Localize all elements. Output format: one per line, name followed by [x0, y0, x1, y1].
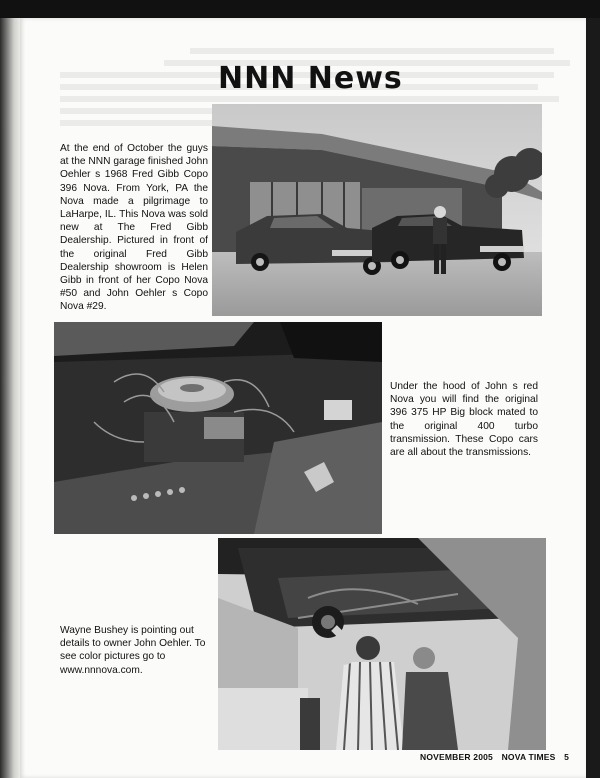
page-footer	[420, 752, 570, 766]
page-title: NNN News	[218, 61, 403, 96]
issue-date: NOVEMBER 2005	[420, 752, 493, 762]
publication-name: NOVA TIMES	[501, 752, 556, 762]
engine-bay-photo	[54, 322, 382, 534]
page-binding-shadow	[0, 18, 20, 778]
scan-border-top	[0, 0, 600, 18]
car-lift-photo	[218, 538, 546, 750]
dealership-photo-caption: At the end of October the guys at the NNN garage finished John Oehler s 1968 Fred Gibb Copo 396 Nova. From York, PA the Nova made a pilgrimage to LaHarpe, IL. This Nova was sold new at The Fred Gibb Dealership. Pictured in front of the original Fred Gibb Dealership showroom is Helen Gibb in front of her Copo Nova #50 and John Oehler s Copo Nova #29.	[60, 143, 208, 313]
engine-photo-caption: Under the hood of John s red Nova you will find the original 396 375 HP Big block mated to the original 400 turbo transmission. These Copo cars are all about the transmissions.	[390, 381, 538, 459]
page-number: 5	[564, 752, 570, 762]
dealership-cars-photo	[212, 104, 542, 316]
lift-photo-caption: Wayne Bushey is pointing out details to owner John Oehler. To see color pictures go to www.nnnova.com.	[60, 625, 206, 676]
